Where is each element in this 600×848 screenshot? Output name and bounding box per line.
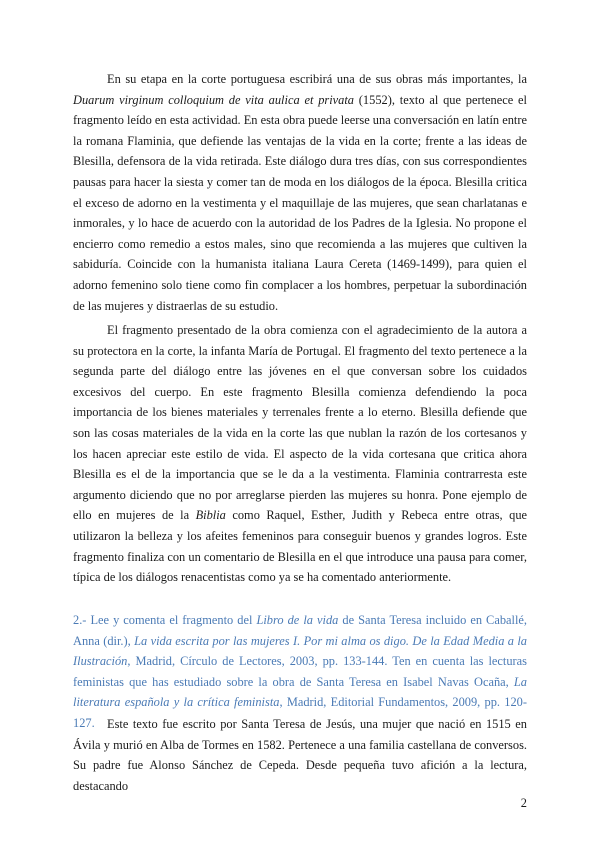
question-text: , Madrid, Editorial Fundamentos, 2009, pp. 120-127.	[73, 695, 528, 730]
work-title-italic: Duarum virginum colloquium de vita aulica et privata	[73, 92, 354, 107]
paragraph-text: En su etapa en la corte portuguesa escribirá una de sus obras más importantes, la	[107, 72, 527, 86]
paragraph-text: Este texto fue escrito por Santa Teresa de Jesús, una mujer que nació en 1515 en Ávila y murió en Alba de Tormes en 1582. Pertenece a una familia castellana de conversos. Su padre fue Alonso Sánchez de Cepeda. Desde pequeña tuvo afición a la lectura, destacando	[73, 717, 527, 793]
question-text: 2.- Lee y comenta el fragmento del	[73, 613, 257, 627]
work-title-italic: Libro de la vida	[256, 613, 339, 627]
page-number: 2	[520, 796, 527, 810]
paragraph-text: (1552), texto al que pertenece el fragmento leído en esta actividad. En esta obra puede leerse una conversación en latín entre la romana Flaminia, que defiende las ventajas de la vida en la corte; frente a las ideas de Blesilla, defensora de la vida retirada. Este diálogo dura tres días, con sus correspondientes pausas para hacer la siesta y comer tan de moda en los diálogos de la época. Blesilla critica el exceso de adorno en la vestimenta y el maquillaje de las mujeres, que sean charlatanas e inmorales, y lo hace de acuerdo con la autoridad de los Padres de la Iglesia. No propone el encierro como remedio a estos males, sino que recomienda a las mujeres que cultiven la sabiduría. Coincide con la humanista italiana Laura Cereta (1469-1499), para quien el adorno femenino solo tiene como fin complacer a los hombres, perpetuar la subordinación de las mujeres y distraerlas de su estudio.	[73, 92, 528, 313]
paragraph-margarida-de-noronha	[73, 69, 527, 316]
work-title-italic: La vida escrita por las mujeres I. Por mi alma os digo. De la Edad Media a la Ilustración	[73, 633, 527, 669]
question-text: , Madrid, Círculo de Lectores, 2003, pp. 133-144. Ten en cuenta las lecturas feministas que has estudiado sobre la obra de Santa Teresa en Isabel Navas Ocaña,	[73, 654, 527, 689]
question-text: de Santa Teresa incluido en Caballé, Anna (dir.),	[73, 613, 527, 648]
paragraph-text: como Raquel, Esther, Judith y Rebeca entre otras, que utilizaron la belleza y los afeites femeninos para conseguir buenos y grandes logros. Este fragmento finaliza con un comentario de Blesilla en el que introduce una pausa para comer, típica de los diálogos renacentistas como ya se ha comentado anteriormente.	[73, 508, 528, 585]
paragraph-santa-teresa	[73, 714, 527, 796]
paragraph-text: El fragmento presentado de la obra comienza con el agradecimiento de la autora a su protectora en la corte, la infanta María de Portugal. El fragmento del texto pertenece a la segunda parte del diálogo entre las jóvenes en el que conversan sobre los cuidados excesivos del cuerpo. En este fragmento Blesilla comienza defendiendo la poca importancia de los bienes materiales y terrenales frente a lo eterno. Blesilla defiende que son las cosas materiales de la vida en la corte las que nublan la razón de los cortesanos y los hacen apreciar este estilo de vida. El aspecto de la vida cortesana que critica ahora Blesilla es el de la importancia que se le da a la vestimenta. Flaminia contrarresta este argumento diciendo que no por arreglarse pierden las mujeres su honra. Pone ejemplo de ello en mujeres de la	[73, 323, 527, 523]
paragraph-fragment-analysis	[73, 320, 527, 588]
work-title-italic: Biblia	[195, 508, 226, 523]
work-title-italic: La literatura española y la crítica feminista	[73, 674, 527, 710]
